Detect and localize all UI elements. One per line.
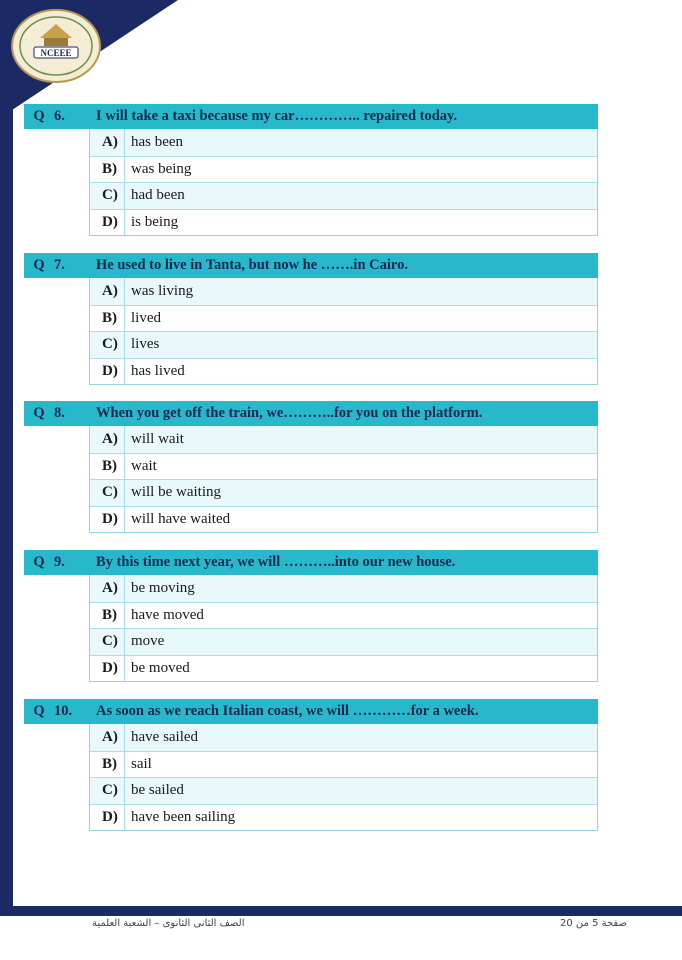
option-text: was being	[131, 160, 192, 177]
question-number: 7.	[54, 257, 65, 273]
option-letter: A)	[90, 426, 125, 453]
option-a[interactable]	[90, 426, 597, 453]
options-list	[89, 278, 598, 385]
option-text: sail	[131, 755, 152, 772]
question-block	[24, 253, 598, 385]
option-letter: C)	[90, 480, 125, 506]
option-a[interactable]	[90, 278, 597, 305]
option-letter: D)	[90, 507, 125, 533]
option-letter: D)	[90, 805, 125, 831]
option-text: will have waited	[131, 510, 231, 527]
option-d[interactable]	[90, 804, 597, 831]
option-a[interactable]	[90, 129, 597, 156]
option-text: has lived	[131, 362, 185, 379]
option-b[interactable]	[90, 602, 597, 629]
option-b[interactable]	[90, 751, 597, 778]
option-letter: B)	[90, 306, 125, 332]
page-frame-left	[0, 0, 13, 916]
footer-page-number: صفحة 5 من 20	[560, 918, 627, 929]
option-letter: D)	[90, 210, 125, 236]
options-list	[89, 129, 598, 236]
question-label: Q	[33, 257, 45, 273]
question-number: 6.	[54, 108, 65, 124]
option-d[interactable]	[90, 209, 597, 236]
option-d[interactable]	[90, 655, 597, 682]
option-b[interactable]	[90, 305, 597, 332]
logo-text: NCEEE	[40, 48, 72, 58]
option-text: have sailed	[131, 728, 199, 745]
option-letter: A)	[90, 278, 125, 305]
question-text: He used to live in Tanta, but now he …….in Cairo.	[96, 257, 408, 273]
option-b[interactable]	[90, 156, 597, 183]
option-letter: D)	[90, 656, 125, 682]
option-c[interactable]	[90, 331, 597, 358]
option-a[interactable]	[90, 724, 597, 751]
question-header	[24, 401, 598, 426]
option-text: have moved	[131, 606, 204, 623]
option-text: be moving	[131, 579, 195, 596]
option-d[interactable]	[90, 358, 597, 385]
option-text: lived	[131, 309, 161, 326]
option-letter: C)	[90, 183, 125, 209]
option-text: be moved	[131, 659, 190, 676]
question-block	[24, 699, 598, 831]
option-text: had been	[131, 187, 185, 204]
question-number: 9.	[54, 554, 65, 570]
options-list	[89, 426, 598, 533]
option-a[interactable]	[90, 575, 597, 602]
option-text: be sailed	[131, 782, 184, 799]
option-letter: C)	[90, 332, 125, 358]
option-letter: A)	[90, 129, 125, 156]
question-header	[24, 699, 598, 724]
page-frame-bottom	[0, 906, 682, 916]
option-text: is being	[131, 213, 179, 230]
option-letter: A)	[90, 724, 125, 751]
question-block	[24, 550, 598, 682]
option-c[interactable]	[90, 777, 597, 804]
options-list	[89, 724, 598, 831]
ncee-logo	[10, 8, 102, 84]
option-letter: B)	[90, 603, 125, 629]
option-letter: C)	[90, 629, 125, 655]
option-text: will be waiting	[131, 484, 221, 501]
option-letter: B)	[90, 752, 125, 778]
option-letter: C)	[90, 778, 125, 804]
options-list	[89, 575, 598, 682]
option-letter: A)	[90, 575, 125, 602]
footer-grade-label: الصف الثانى الثانوى – الشعبة العلمية	[92, 918, 245, 929]
option-letter: D)	[90, 359, 125, 385]
question-text: When you get off the train, we………..for you on the platform.	[96, 405, 483, 421]
question-text: As soon as we reach Italian coast, we will …………for a week.	[96, 703, 479, 719]
question-text: By this time next year, we will ………..into our new house.	[96, 554, 456, 570]
question-number: 10.	[54, 703, 73, 719]
option-text: move	[131, 633, 165, 650]
option-text: lives	[131, 336, 160, 353]
option-letter: B)	[90, 454, 125, 480]
option-letter: B)	[90, 157, 125, 183]
question-label: Q	[33, 405, 45, 421]
question-block	[24, 104, 598, 236]
question-label: Q	[33, 703, 45, 719]
option-b[interactable]	[90, 453, 597, 480]
option-c[interactable]	[90, 628, 597, 655]
option-c[interactable]	[90, 182, 597, 209]
option-text: will wait	[131, 430, 184, 447]
question-header	[24, 253, 598, 278]
option-text: wait	[131, 457, 157, 474]
question-block	[24, 401, 598, 533]
question-text: I will take a taxi because my car………….. repaired today.	[96, 108, 458, 124]
question-label: Q	[33, 554, 45, 570]
question-number: 8.	[54, 405, 65, 421]
question-label: Q	[33, 108, 45, 124]
question-header	[24, 550, 598, 575]
option-text: has been	[131, 133, 184, 150]
option-text: was living	[131, 282, 194, 299]
option-text: have been sailing	[131, 808, 236, 825]
option-d[interactable]	[90, 506, 597, 533]
option-c[interactable]	[90, 479, 597, 506]
question-header	[24, 104, 598, 129]
